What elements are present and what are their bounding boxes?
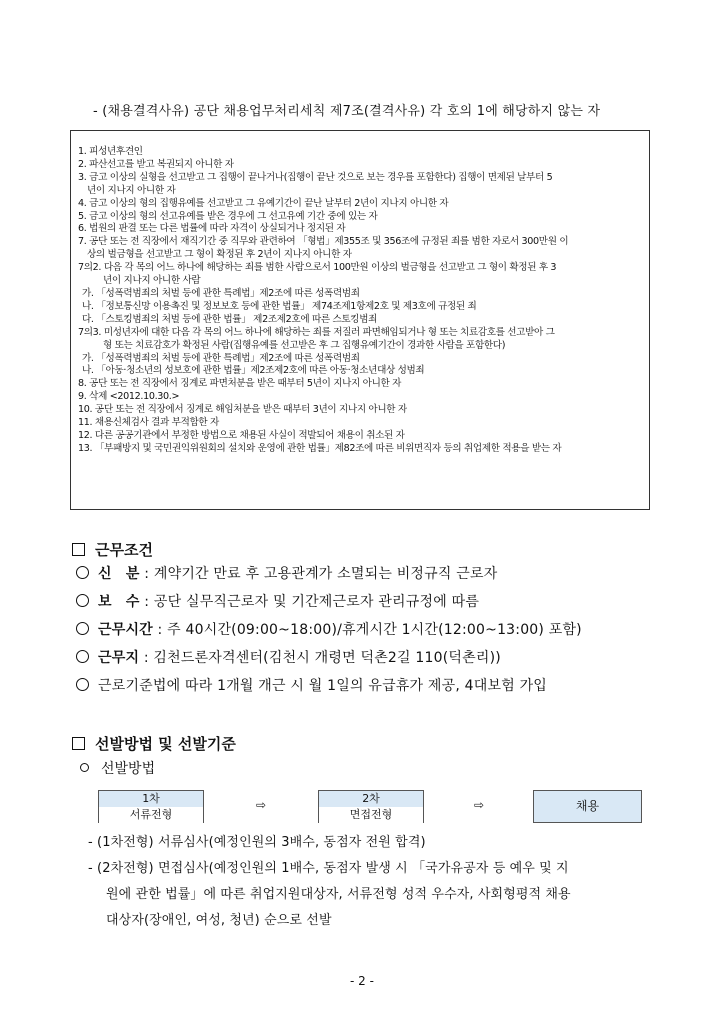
- flow-step-1: [98, 790, 204, 823]
- square-bullet-icon: [72, 543, 85, 556]
- list-item: 7. 공단 또는 전 직장에서 재직기간 중 직무와 관련하여 「형법」제355조 및 356조에 규정된 죄를 범한 자로서 300만원 이: [78, 236, 569, 248]
- condition-value: 김천드론자격센터(김천시 개령면 덕촌2길 110(덕촌리)): [153, 650, 501, 666]
- circle-bullet-icon: [76, 650, 89, 663]
- list-item: 가. 「성폭력범죄의 처벌 등에 관한 특례법」제2조에 따른 성폭력범죄: [82, 352, 360, 364]
- condition-benefits: [76, 675, 547, 695]
- list-item: 7의3. 미성년자에 대한 다음 각 목의 어느 하나에 해당하는 죄를 저질러 파면해임되거나 형 또는 치료감호를 선고받아 그: [78, 326, 555, 338]
- selection-method-subheading: [80, 758, 155, 778]
- list-item: 9. 삭제 <2012.10.30.>: [78, 391, 180, 403]
- list-item: 1. 피성년후견인: [78, 146, 143, 157]
- list-item: 나. 「정보통신망 이용촉진 및 정보보호 등에 관한 법률」 제74조제1항제2호 및 제3호에 규정된 죄: [82, 300, 477, 312]
- selection-heading: [72, 733, 236, 754]
- section-title: 선발방법 및 선발기준: [95, 735, 236, 753]
- condition-label: 신 분: [98, 566, 140, 582]
- list-item: 형 또는 치료감호가 확정된 사람(집행유예를 선고받은 후 그 집행유예기간이 경과한 사람을 포함한다): [103, 339, 506, 351]
- list-item: 3. 금고 이상의 실형을 선고받고 그 집행이 끝나거나(집행이 끝난 것으로 보는 경우를 포함한다) 집행이 면제된 날부터 5: [78, 171, 553, 183]
- list-item: 5. 금고 이상의 형의 선고유예를 받은 경우에 그 선고유예 기간 중에 있는 자: [78, 210, 378, 222]
- circle-bullet-icon: [76, 678, 89, 691]
- subsection-title: 선발방법: [101, 761, 156, 777]
- condition-separator: :: [139, 566, 154, 582]
- list-item: 7의2. 다음 각 목의 어느 하나에 해당하는 죄를 범한 사람으로서 100만원 이상의 벌금형을 선고받고 그 형이 확정된 후 3: [78, 262, 557, 274]
- list-item: 나. 「아동·청소년의 성보호에 관한 법률」제2조제2호에 따른 아동·청소년대상 성범죄: [82, 365, 425, 377]
- list-item: 4. 금고 이상의 형의 집행유예를 선고받고 그 유예기간이 끝난 날부터 2년이 지나지 아니한 자: [78, 197, 449, 209]
- condition-label: 근무시간: [98, 622, 153, 638]
- list-item: 상의 벌금형을 선고받고 그 형이 확정된 후 2년이 지나지 아니한 자: [87, 249, 352, 261]
- page-number: - 2 -: [350, 974, 374, 988]
- work-conditions-heading: [72, 539, 153, 560]
- selection-detail-2-cont: 원에 관한 법률」에 따른 취업지원대상자, 서류전형 성적 우수자, 사회형평적 채용: [106, 887, 571, 902]
- circle-bullet-icon: [76, 622, 89, 635]
- circle-bullet-icon: [76, 566, 89, 579]
- condition-separator: :: [139, 650, 154, 666]
- list-item: 13. 「부패방지 및 국민권익위원회의 설치와 운영에 관한 법률」제82조에 따른 비위면직자 등의 취업제한 적용을 받는 자: [78, 442, 562, 454]
- condition-value: 근로기준법에 따라 1개월 개근 시 월 1일의 유급휴가 제공, 4대보험 가입: [98, 678, 548, 694]
- condition-hours: [76, 619, 582, 639]
- list-item: 12. 다른 공공기관에서 부정한 방법으로 채용된 사실이 적발되어 채용이 취소된 자: [78, 429, 405, 441]
- condition-value: 계약기간 만료 후 고용관계가 소멸되는 비정규직 근로자: [153, 566, 498, 582]
- condition-pay: [76, 591, 479, 611]
- condition-separator: :: [152, 622, 168, 638]
- condition-status: [76, 563, 497, 583]
- circle-bullet-icon: [76, 594, 89, 607]
- square-bullet-icon: [72, 737, 85, 750]
- condition-label: 보 수: [98, 594, 140, 610]
- condition-value: 공단 실무직근로자 및 기간제근로자 관리규정에 따름: [153, 594, 480, 610]
- flow-step-2: [318, 790, 424, 823]
- disqualification-list: [78, 146, 643, 456]
- disqualification-intro: - (채용결격사유) 공단 채용업무처리세칙 제7조(결격사유) 각 호의 1에 해당하지 않는 자: [93, 104, 601, 119]
- condition-location: [76, 647, 501, 667]
- list-item: 6. 법원의 판결 또는 다른 법률에 따라 자격이 상실되거나 정지된 자: [78, 223, 346, 235]
- selection-detail-2: - (2차전형) 면접심사(예정인원의 1배수, 동점자 발생 시 「국가유공자 등 예우 및 지: [88, 861, 569, 876]
- flow-step-1-label: 서류전형: [99, 807, 203, 823]
- list-item: 8. 공단 또는 전 직장에서 징계로 파면처분을 받은 때부터 5년이 지나지 아니한 자: [78, 378, 402, 390]
- list-item: 2. 파산선고를 받고 복권되지 아니한 자: [78, 158, 234, 170]
- list-item: 년이 지나지 아니한 자: [87, 184, 176, 196]
- list-item: 11. 채용신체검사 결과 부적합한 자: [78, 417, 219, 429]
- flow-final-hire: 채용: [533, 790, 642, 823]
- selection-detail-2-cont2: 대상자(장애인, 여성, 청년) 순으로 선발: [106, 913, 332, 928]
- disqualification-box: [70, 130, 650, 510]
- list-item: 가. 「성폭력범죄의 처벌 등에 관한 특례법」제2조에 따른 성폭력범죄: [82, 287, 360, 299]
- right-arrow-icon: ⇨: [256, 798, 267, 812]
- condition-value: 주 40시간(09:00~18:00)/휴게시간 1시간(12:00~13:00) 포함): [167, 622, 582, 638]
- section-title: 근무조건: [95, 541, 153, 559]
- list-item: 년이 지나지 아니한 사람: [103, 275, 201, 287]
- small-circle-bullet-icon: [80, 763, 89, 772]
- list-item: 10. 공단 또는 전 직장에서 징계로 해임처분을 받은 때부터 3년이 지나지 아니한 자: [78, 404, 407, 416]
- selection-detail-1: - (1차전형) 서류심사(예정인원의 3배수, 동점자 전원 합격): [88, 835, 426, 850]
- flow-step-1-stage: 1차: [99, 791, 203, 808]
- condition-label: 근무지: [98, 650, 140, 666]
- right-arrow-icon: ⇨: [474, 798, 485, 812]
- flow-step-2-stage: 2차: [319, 791, 423, 808]
- flow-step-2-label: 면접전형: [319, 807, 423, 823]
- condition-separator: :: [139, 594, 154, 610]
- list-item: 다. 「스토킹범죄의 처벌 등에 관한 법률」 제2조제2호에 따른 스토킹범죄: [82, 313, 378, 325]
